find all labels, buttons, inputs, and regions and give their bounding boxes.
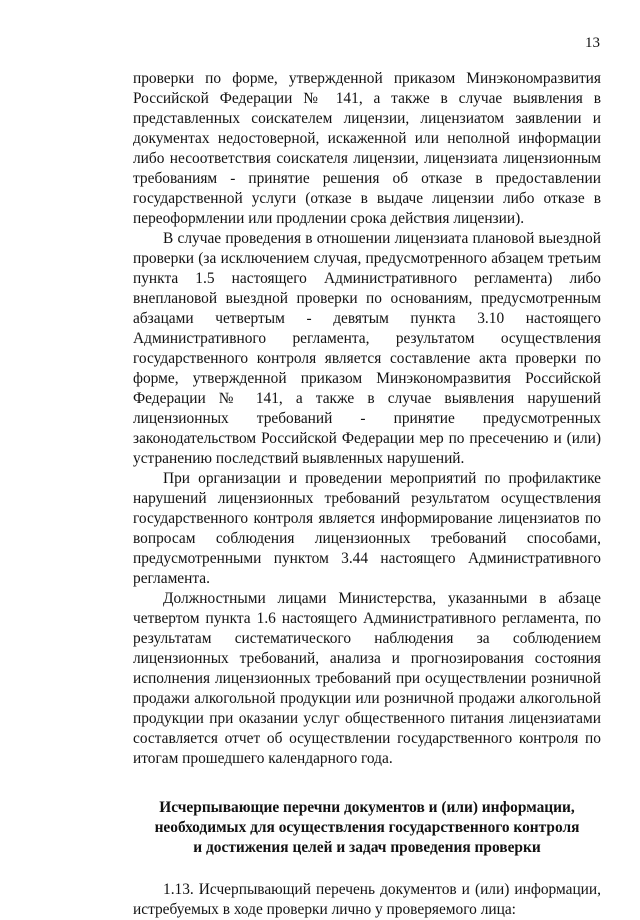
paragraph-continuation: проверки по форме, утвержденной приказом Минэкономразвития Российской Федерации № 141, а также в случае выявления в представленных соискателем лицензии, лицензиатом заявлении и документах недостоверной, искаженной или неполной информации либо несоответствия соискателя лицензии, лицензиата лицензионным требованиям - принятие решения об отказе в предоставлении государственной услуги (отказе в выдаче лицензии либо отказе в переоформлении или продлении срока действия лицензии). — [133, 70, 601, 227]
section-heading-line: и достижения целей и задач проведения проверки — [193, 839, 541, 856]
section-heading-line: Исчерпывающие перечни документов и (или) информации, — [159, 799, 575, 816]
page-number: 13 — [585, 35, 600, 51]
paragraph-planned-inspection: В случае проведения в отношении лицензиата плановой выездной проверки (за исключением случая, предусмотренного абзацем третьим пункта 1.5 настоящего Административного регламента) либо внеплановой выездной проверки по основаниям, предусмотренным абзацами четвертым - девятым пункта 3.10 настоящего Административного регламента, результатом осуществления государственного контроля является составление акта проверки по форме, утвержденной приказом Минэкономразвития Российской Федерации № 141, а также в случае выявления нарушений лицензионных требований - принятие предусмотренных законодательством Российской Федерации мер по пресечению и (или) устранению последствий выявленных нарушений. — [133, 230, 601, 467]
section-heading — [133, 798, 601, 858]
section-heading-line: необходимых для осуществления государственного контроля — [154, 819, 580, 836]
paragraph-annual-report: Должностными лицами Министерства, указанными в абзаце четвертом пункта 1.6 настоящего Административного регламента, по результатам систематического наблюдения за соблюдением лицензионных требований, анализа и прогнозирования состояния исполнения лицензионных требований при осуществлении розничной продажи алкогольной продукции или розничной продажи алкогольной продукции при оказании услуг общественного питания лицензиатами составляется отчет об осуществлении государственного контроля по итогам прошедшего календарного года. — [133, 590, 601, 767]
document-body — [133, 69, 601, 920]
paragraph-prevention: При организации и проведении мероприятий по профилактике нарушений лицензионных требований результатом осуществления государственного контроля является информирование лицензиатов по вопросам соблюдения лицензионных требований способами, предусмотренными пунктом 3.44 настоящего Административного регламента. — [133, 470, 601, 587]
paragraph-1-13: 1.13. Исчерпывающий перечень документов и (или) информации, истребуемых в ходе проверки лично у проверяемого лица: — [133, 881, 601, 918]
